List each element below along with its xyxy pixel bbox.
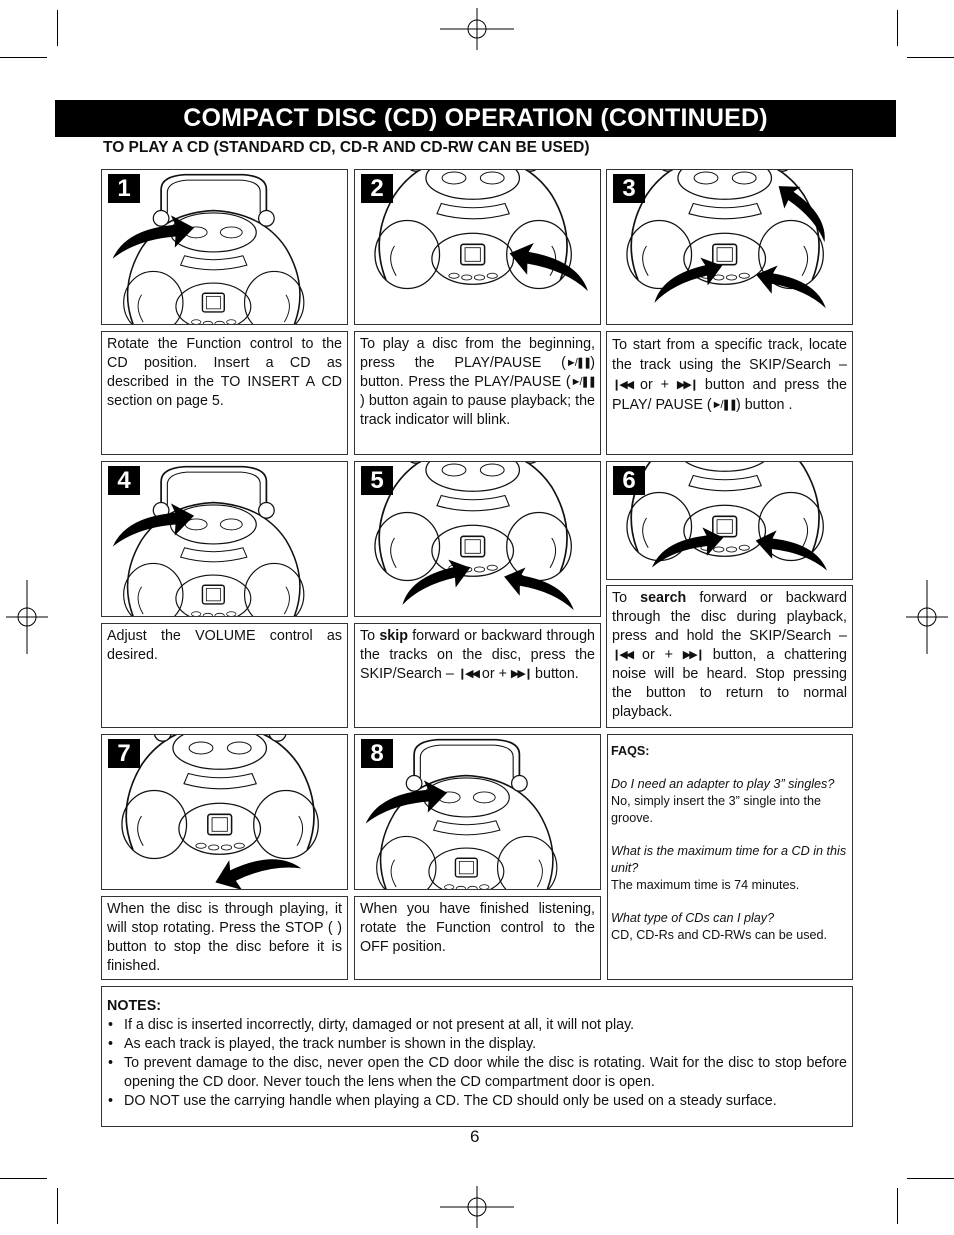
crop-mark [897,10,898,46]
step-7-text: When the disc is through playing, it will stop rotating. Press the STOP ( ) button to stop the disc before it is finished. [101,896,348,980]
illustration-step-6 [606,461,853,580]
step-6-text: To search forward or backward through the disc during playback, press and hold the SKIP/Search – ❙◀◀ or + ▶▶❙ button, a chattering noise will be heard. Stop pressing the button to return to normal playback. [606,585,853,728]
faq-heading: FAQS: [611,744,650,758]
step-1-text: Rotate the Function control to the CD position. Insert a CD as described in the TO INSERT A CD section on page 5. [101,331,348,455]
skip-forward-icon: ▶▶❙ [682,649,703,661]
crop-mark [0,57,47,58]
faq-answer: The maximum time is 74 minutes. [611,878,800,892]
registration-mark [6,580,48,654]
illustration-step-7 [101,734,348,890]
registration-mark [440,1186,514,1228]
notes-heading: NOTES: [107,998,162,1014]
illustration-step-1 [101,169,348,325]
crop-mark [907,57,954,58]
illustration-step-4 [101,461,348,617]
step-number: 5 [361,466,393,495]
crop-mark [57,10,58,46]
registration-mark [906,580,948,654]
step-number: 6 [613,466,645,495]
crop-mark [0,1178,47,1179]
crop-mark [897,1188,898,1224]
skip-forward-icon: ▶▶❙ [510,668,532,680]
illustration-step-2 [354,169,601,325]
note-item: • If a disc is inserted incorrectly, dirty, damaged or not present at all, it will not play. [107,1016,847,1035]
faq-answer: CD, CD-Rs and CD-RWs can be used. [611,928,828,942]
crop-mark [907,1178,954,1179]
note-item: • As each track is played, the track number is shown in the display. [107,1035,847,1054]
note-item: • DO NOT use the carrying handle when playing a CD. The CD should only be used on a steady surface. [107,1092,847,1111]
skip-back-icon: ❙◀◀ [612,379,633,391]
faq-question: Do I need an adapter to play 3” singles? [611,777,835,791]
illustration-step-5 [354,461,601,617]
illustration-step-8 [354,734,601,890]
notes-box [101,986,853,1127]
section-subtitle: TO PLAY A CD (STANDARD CD, CD-R AND CD-RW CAN BE USED) [103,139,590,156]
step-4-text: Adjust the VOLUME control as desired. [101,623,348,728]
step-number: 3 [613,174,645,203]
play-pause-icon: ►/❚❚ [711,399,736,411]
step-5-text: To skip forward or backward through the tracks on the disc, press the SKIP/Search – ❙◀◀ or + ▶▶❙ button. [354,623,601,728]
page-header: COMPACT DISC (CD) OPERATION (CONTINUED) [55,100,896,137]
skip-forward-icon: ▶▶❙ [676,379,698,391]
play-pause-icon: ►/❚❚ [565,357,591,369]
page-number: 6 [470,1127,480,1146]
illustration-step-3 [606,169,853,325]
step-3-text: To start from a specific track, locate the track using the SKIP/Search – ❙◀◀ or + ▶▶❙ button and press the PLAY/ PAUSE (►/❚❚) button . [606,331,853,455]
crop-mark [57,1188,58,1224]
faq-box [607,734,853,980]
step-2-text: To play a disc from the beginning, press the PLAY/PAUSE (►/❚❚) button. Press the PLAY/PAUSE (►/❚❚) button again to pause playback; the track indicator will blink. [354,331,601,455]
step-number: 7 [108,739,140,768]
note-item: • To prevent damage to the disc, never open the CD door while the disc is rotating. Wait for the disc to stop before opening the CD door. Never touch the lens when the CD compartment door is open. [107,1054,847,1092]
play-pause-icon: ►/❚❚ [570,376,595,388]
step-number: 1 [108,174,140,203]
faq-answer: No, simply insert the 3” single into the groove. [611,794,821,825]
faq-question: What is the maximum time for a CD in this unit? [611,844,847,875]
step-number: 4 [108,466,140,495]
step-number: 8 [361,739,393,768]
skip-back-icon: ❙◀◀ [612,649,633,661]
step-8-text: When you have finished listening, rotate the Function control to the OFF position. [354,896,601,980]
skip-back-icon: ❙◀◀ [457,668,478,680]
step-number: 2 [361,174,393,203]
registration-mark [440,8,514,50]
faq-question: What type of CDs can I play? [611,911,775,925]
